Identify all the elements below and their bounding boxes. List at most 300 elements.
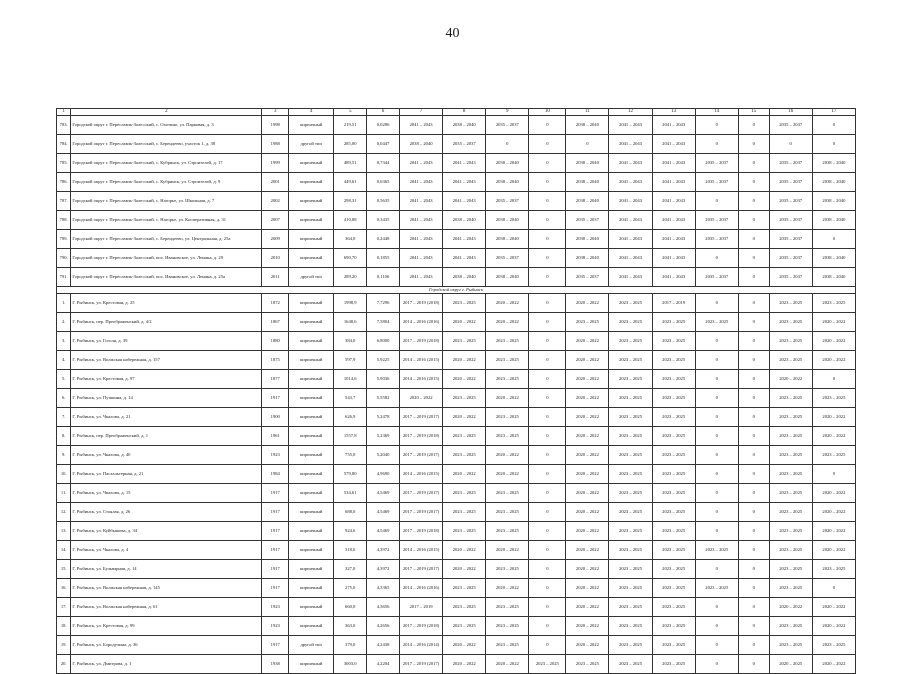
table-cell: 2023 – 2025 <box>609 655 652 674</box>
table-cell: 0 <box>738 268 769 287</box>
header-cell: 5 <box>334 109 367 116</box>
table-cell: 0 <box>529 211 566 230</box>
table-cell: 4,9690 <box>367 465 400 484</box>
table-cell: 787. <box>57 192 71 211</box>
table-cell: 2035 – 2037 <box>486 116 529 135</box>
address-cell: Г. Рыбинск, ул. Чкалова, д. 4 <box>71 541 262 560</box>
table-cell: 2023 – 2025 <box>652 560 695 579</box>
table-cell: 2023 – 2025 <box>769 484 812 503</box>
table-cell: 788. <box>57 211 71 230</box>
table-cell: 2041 – 2043 <box>443 154 486 173</box>
table-cell: 2023 – 2025 <box>652 465 695 484</box>
table-cell: 0 <box>529 116 566 135</box>
table-cell: 2041 – 2043 <box>399 192 442 211</box>
table-cell: 2020 – 2022 <box>812 617 855 636</box>
table-cell: 2020 – 2022 <box>566 389 609 408</box>
table-cell: 0,1106 <box>367 268 400 287</box>
table-cell: 2020 – 2022 <box>486 579 529 598</box>
table-cell: 755,0 <box>334 446 367 465</box>
address-cell: Городской округ г. Переславль-Залесский, с. Берендеево, ул. Центральная, д. 25a <box>71 230 262 249</box>
table-cell: 2023 – 2025 <box>769 465 812 484</box>
table-cell: 2020 – 2022 <box>486 541 529 560</box>
table-cell: 327,0 <box>334 560 367 579</box>
table-cell: 2035 – 2037 <box>695 230 738 249</box>
table-cell: 0 <box>695 598 738 617</box>
table-cell: 0 <box>812 465 855 484</box>
table-cell: 14. <box>57 541 71 560</box>
header-cell: 16 <box>769 109 812 116</box>
table-cell: 9. <box>57 446 71 465</box>
table-cell: 0,2448 <box>367 230 400 249</box>
table-cell: 2023 – 2025 <box>486 598 529 617</box>
table-cell: 2023 – 2025 <box>486 427 529 446</box>
table-cell: 1917 <box>262 541 289 560</box>
table-cell: 1917 <box>262 389 289 408</box>
table-cell: 2023 – 2025 <box>769 522 812 541</box>
table-cell: 0 <box>529 370 566 389</box>
header-cell: 13 <box>652 109 695 116</box>
table-cell: кирпичный <box>289 389 334 408</box>
table-cell: 2014 – 2016 (2015) <box>399 465 442 484</box>
table-cell: 2020 – 2022 <box>486 389 529 408</box>
table-cell: 2023 – 2025 <box>609 541 652 560</box>
table-cell: 2041 – 2043 <box>399 154 442 173</box>
table-row <box>57 579 856 598</box>
table-cell: кирпичный <box>289 522 334 541</box>
table-cell: 7,7296 <box>367 294 400 313</box>
table-cell: 2041 – 2043 <box>609 249 652 268</box>
table-cell: 0 <box>695 503 738 522</box>
table-cell: 2041 – 2043 <box>609 268 652 287</box>
header-cell: 15 <box>738 109 769 116</box>
table-cell: 5,2369 <box>367 427 400 446</box>
table-cell: 0 <box>738 541 769 560</box>
table-cell: 0 <box>738 522 769 541</box>
table-cell: 2023 – 2025 <box>529 655 566 674</box>
table-cell: 924,6 <box>334 522 367 541</box>
table-cell: 1923 <box>262 446 289 465</box>
address-cell: Городской округ г. Переславль-Залесский, с. Нагорье, ул. Школьная, д. 7 <box>71 192 262 211</box>
table-cell: 2020 – 2022 <box>443 560 486 579</box>
table-cell: 0 <box>812 116 855 135</box>
table-cell: 2020 – 2022 <box>566 351 609 370</box>
table-cell: 2038 – 2040 <box>443 211 486 230</box>
table-cell: 534,61 <box>334 484 367 503</box>
table-cell: 2023 – 2025 <box>609 598 652 617</box>
table-cell: 8. <box>57 427 71 446</box>
table-cell: 2038 – 2040 <box>812 211 855 230</box>
table-cell: 2020 – 2022 <box>443 408 486 427</box>
table-cell: другой тип <box>289 636 334 655</box>
header-cell: 7 <box>399 109 442 116</box>
table-cell: кирпичный <box>289 192 334 211</box>
table-cell: 1557,8 <box>334 427 367 446</box>
table-cell: 2023 – 2025 <box>769 427 812 446</box>
header-cell: 8 <box>443 109 486 116</box>
table-cell: 2023 – 2025 <box>443 389 486 408</box>
table-cell: 0 <box>529 617 566 636</box>
table-cell: 4,2204 <box>367 655 400 674</box>
table-cell: 4,2656 <box>367 617 400 636</box>
table-cell: 4,3365 <box>367 579 400 598</box>
table-cell: 0,0286 <box>367 116 400 135</box>
table-cell: 2035 – 2037 <box>769 192 812 211</box>
table-cell: 5. <box>57 370 71 389</box>
table-cell: 2038 – 2040 <box>443 268 486 287</box>
table-cell: 2020 – 2022 <box>566 560 609 579</box>
table-cell: 1648,6 <box>334 313 367 332</box>
table-cell: 0,0447 <box>367 135 400 154</box>
address-cell: Г. Рыбинск, ул. Гоголя, д. 39 <box>71 332 262 351</box>
table-cell: 2020 – 2022 <box>566 598 609 617</box>
table-cell: кирпичный <box>289 503 334 522</box>
address-cell: Г. Рыбинск, пер. Преображенский, д. 1 <box>71 427 262 446</box>
table-cell: 2020 – 2022 <box>486 465 529 484</box>
table-cell: 0 <box>529 541 566 560</box>
table-cell: 783. <box>57 116 71 135</box>
repair-schedule-table <box>56 108 856 674</box>
table-cell: 17. <box>57 598 71 617</box>
table-cell: 4,5469 <box>367 522 400 541</box>
table-cell: 0,6365 <box>367 173 400 192</box>
table-cell: 2038 – 2040 <box>812 173 855 192</box>
table-row <box>57 370 856 389</box>
table-cell: 5,2478 <box>367 408 400 427</box>
table-cell: 1988 <box>262 135 289 154</box>
table-row <box>57 446 856 465</box>
table-cell: 6,8000 <box>367 332 400 351</box>
table-row <box>57 598 856 617</box>
table-cell: 0 <box>738 579 769 598</box>
table-cell: 2038 – 2040 <box>443 116 486 135</box>
table-cell: 0 <box>695 135 738 154</box>
table-cell: 384,0 <box>334 332 367 351</box>
table-cell: 2023 – 2025 <box>486 332 529 351</box>
table-cell: 2041 – 2043 <box>443 249 486 268</box>
table-row <box>57 465 856 484</box>
table-cell: 626,9 <box>334 408 367 427</box>
table-cell: 2035 – 2037 <box>769 154 812 173</box>
table-cell: 2023 – 2025 <box>769 313 812 332</box>
table-cell: 2023 – 2025 <box>812 636 855 655</box>
page-number: 40 <box>445 26 460 41</box>
table-cell: 2020 – 2022 <box>812 408 855 427</box>
table-cell: 363,0 <box>334 617 367 636</box>
table-cell: 2020 – 2022 <box>443 370 486 389</box>
table-cell: 2020 – 2022 <box>812 351 855 370</box>
table-cell: 0 <box>695 484 738 503</box>
table-cell: 364,0 <box>334 230 367 249</box>
table-cell: 2017 – 2019 (2018) <box>399 427 442 446</box>
table-cell: 0 <box>695 294 738 313</box>
table-cell: 2038 – 2040 <box>486 268 529 287</box>
table-cell: кирпичный <box>289 211 334 230</box>
table-cell: 2035 – 2037 <box>695 154 738 173</box>
table-cell: 1917 <box>262 636 289 655</box>
table-body <box>57 109 856 674</box>
table-cell: 0 <box>529 230 566 249</box>
table-cell: 0 <box>738 465 769 484</box>
section-header: Городской округ г. Рыбинск <box>57 287 856 294</box>
table-row <box>57 135 856 154</box>
table-cell: 2020 – 2022 <box>812 332 855 351</box>
table-cell: 3. <box>57 332 71 351</box>
table-cell: 2017 – 2019 (2017) <box>399 503 442 522</box>
table-cell: 0 <box>529 503 566 522</box>
table-cell: 2023 – 2025 <box>652 522 695 541</box>
table-cell: кирпичный <box>289 116 334 135</box>
table-row <box>57 116 856 135</box>
table-cell: 0 <box>738 408 769 427</box>
table-cell: 2017 – 2019 (2017) <box>399 484 442 503</box>
table-cell: 2023 – 2025 <box>443 617 486 636</box>
table-cell: кирпичный <box>289 598 334 617</box>
header-cell: 1 <box>57 109 71 116</box>
table-cell: 2023 – 2025 <box>486 560 529 579</box>
table-cell: кирпичный <box>289 351 334 370</box>
table-cell: 2023 – 2025 <box>769 446 812 465</box>
table-cell: другой тип <box>289 135 334 154</box>
table-cell: 2041 – 2043 <box>609 173 652 192</box>
table-cell: кирпичный <box>289 370 334 389</box>
table-cell: 2035 – 2037 <box>486 192 529 211</box>
address-cell: Г. Рыбинск, ул. Крестовая, д. 99 <box>71 617 262 636</box>
table-cell: 0 <box>529 192 566 211</box>
table-cell: 2023 – 2025 <box>652 351 695 370</box>
table-row <box>57 408 856 427</box>
table-cell: 2023 – 2025 <box>769 503 812 522</box>
table-cell: 2038 – 2040 <box>812 192 855 211</box>
table-row <box>57 268 856 287</box>
table-cell: 0 <box>738 655 769 674</box>
table-cell: 1938 <box>262 655 289 674</box>
table-cell: 2014 – 2016 (2015) <box>399 541 442 560</box>
table-cell: кирпичный <box>289 313 334 332</box>
table-cell: 2035 – 2037 <box>769 211 812 230</box>
table-cell: 0 <box>695 427 738 446</box>
table-cell: 0 <box>812 230 855 249</box>
table-cell: 0 <box>529 332 566 351</box>
address-cell: Г. Рыбинск, ул. Чкалова, д. 40 <box>71 446 262 465</box>
table-cell: 20. <box>57 655 71 674</box>
table-cell: 2020 – 2022 <box>812 503 855 522</box>
table-cell: кирпичный <box>289 446 334 465</box>
table-cell: 2023 – 2025 <box>652 484 695 503</box>
table-cell: 0 <box>738 135 769 154</box>
table-cell: 0 <box>529 560 566 579</box>
table-cell: 7,5804 <box>367 313 400 332</box>
table-cell: 2023 – 2025 <box>769 579 812 598</box>
table-cell: 2023 – 2025 <box>812 389 855 408</box>
table-cell: 2023 – 2025 <box>769 294 812 313</box>
table-cell: 1014,6 <box>334 370 367 389</box>
table-row <box>57 484 856 503</box>
table-cell: 2020 – 2022 <box>566 332 609 351</box>
table-cell: 2020 – 2022 <box>812 655 855 674</box>
table-cell: 0 <box>529 408 566 427</box>
table-cell: 2038 – 2040 <box>566 192 609 211</box>
table-cell: 2023 – 2025 <box>486 408 529 427</box>
table-cell: 2023 – 2025 <box>695 313 738 332</box>
table-cell: 4,5469 <box>367 503 400 522</box>
table-cell: 1880 <box>262 332 289 351</box>
table-cell: 0 <box>738 192 769 211</box>
address-cell: Г. Рыбинск, ул. Волжская набережная, д. 157 <box>71 351 262 370</box>
table-cell: 2041 – 2043 <box>652 154 695 173</box>
table-cell: 0 <box>695 655 738 674</box>
table-cell: 0 <box>812 370 855 389</box>
table-cell: 0 <box>695 351 738 370</box>
table-row <box>57 522 856 541</box>
table-cell: 1999 <box>262 154 289 173</box>
table-row <box>57 617 856 636</box>
table-cell: 2041 – 2043 <box>652 116 695 135</box>
table-cell: 1875 <box>262 351 289 370</box>
table-cell: 2038 – 2040 <box>566 173 609 192</box>
table-cell: 2038 – 2040 <box>812 154 855 173</box>
table-cell: 1917 <box>262 503 289 522</box>
table-cell: 2023 – 2025 <box>652 427 695 446</box>
table-cell: 2023 – 2025 <box>695 541 738 560</box>
table-cell: 2023 – 2025 <box>609 408 652 427</box>
address-cell: Г. Рыбинск, ул. Стоялая, д. 26 <box>71 503 262 522</box>
table-cell: 2035 – 2037 <box>695 173 738 192</box>
table-cell: 2023 – 2025 <box>609 313 652 332</box>
table-cell: 0 <box>695 408 738 427</box>
table-cell: 789. <box>57 230 71 249</box>
header-cell: 9 <box>486 109 529 116</box>
table-cell: 219,51 <box>334 116 367 135</box>
table-cell: 2038 – 2040 <box>812 249 855 268</box>
address-cell: Г. Рыбинск, ул. Крестовая, д. 25 <box>71 294 262 313</box>
address-cell: Городской округ г. Переславль-Залесский, с. Кубринск, ул. Строителей, д. 9 <box>71 173 262 192</box>
table-cell: 2023 – 2025 <box>486 503 529 522</box>
table-cell: 1867 <box>262 313 289 332</box>
table-cell: 2035 – 2037 <box>769 230 812 249</box>
table-row <box>57 503 856 522</box>
table-cell: 2020 – 2022 <box>769 598 812 617</box>
table-cell: 2035 – 2037 <box>695 211 738 230</box>
table-cell: 0 <box>738 116 769 135</box>
table-cell: 0,3435 <box>367 211 400 230</box>
table-row <box>57 249 856 268</box>
table-cell: 0 <box>529 268 566 287</box>
table-cell: 2023 – 2025 <box>443 484 486 503</box>
table-cell: 7. <box>57 408 71 427</box>
table-cell: 2020 – 2022 <box>443 351 486 370</box>
table-cell: 2014 – 2016 (2014) <box>399 636 442 655</box>
address-cell: Г. Рыбинск, ул. Чкалова, д. 21 <box>71 408 262 427</box>
table-cell: 2038 – 2040 <box>812 268 855 287</box>
table-cell: 2023 – 2025 <box>609 560 652 579</box>
table-cell: 543,7 <box>334 389 367 408</box>
table-cell: 0 <box>486 135 529 154</box>
table-cell: 13. <box>57 522 71 541</box>
header-cell: 17 <box>812 109 855 116</box>
table-cell: 0 <box>529 446 566 465</box>
table-cell: 2041 – 2043 <box>609 230 652 249</box>
table-cell: 298,31 <box>334 192 367 211</box>
table-cell: 0 <box>695 370 738 389</box>
table-cell: 2023 – 2025 <box>609 503 652 522</box>
table-cell: 1872 <box>262 294 289 313</box>
table-cell: 2010 <box>262 249 289 268</box>
header-cell: 11 <box>566 109 609 116</box>
table-row <box>57 211 856 230</box>
table-row <box>57 332 856 351</box>
table-cell: 2023 – 2025 <box>769 560 812 579</box>
table-cell: 2023 – 2025 <box>652 370 695 389</box>
table-cell: 5,9036 <box>367 370 400 389</box>
table-cell: 0 <box>738 313 769 332</box>
table-cell: 2041 – 2043 <box>399 230 442 249</box>
table-cell: 2023 – 2025 <box>652 446 695 465</box>
table-cell: 2020 – 2025 <box>769 655 812 674</box>
table-header-row <box>57 109 856 116</box>
table-cell: кирпичный <box>289 484 334 503</box>
table-cell: другой тип <box>289 268 334 287</box>
table-cell: 0 <box>695 560 738 579</box>
table-cell: 0 <box>738 230 769 249</box>
table-cell: 2023 – 2025 <box>609 636 652 655</box>
table-cell: 5,5582 <box>367 389 400 408</box>
table-cell: 2041 – 2043 <box>399 116 442 135</box>
table-cell: 2017 – 2019 (2018) <box>399 522 442 541</box>
table-cell: 784. <box>57 135 71 154</box>
table-cell: 1900 <box>262 408 289 427</box>
table-cell: 2023 – 2025 <box>609 351 652 370</box>
table-cell: 1923 <box>262 617 289 636</box>
table-cell: кирпичный <box>289 230 334 249</box>
table-cell: 2020 – 2022 <box>566 636 609 655</box>
table-cell: 2041 – 2043 <box>609 192 652 211</box>
table-row <box>57 173 856 192</box>
table-cell: 2023 – 2025 <box>566 313 609 332</box>
table-cell: 2041 – 2043 <box>652 249 695 268</box>
table-cell: 0 <box>529 313 566 332</box>
table-cell: 2023 – 2025 <box>486 522 529 541</box>
table-cell: кирпичный <box>289 173 334 192</box>
table-cell: 2035 – 2037 <box>769 249 812 268</box>
table-cell: 2017 – 2019 (2017) <box>399 408 442 427</box>
table-cell: 0 <box>695 617 738 636</box>
table-cell: кирпичный <box>289 408 334 427</box>
table-cell: 2041 – 2043 <box>399 211 442 230</box>
table-cell: 2023 – 2025 <box>652 655 695 674</box>
header-cell: 12 <box>609 109 652 116</box>
table-cell: 0 <box>738 173 769 192</box>
table-cell: 3003,0 <box>334 655 367 674</box>
table-cell: 0 <box>738 211 769 230</box>
table-cell: 0,1855 <box>367 249 400 268</box>
table-cell: 2001 <box>262 173 289 192</box>
table-cell: 2020 – 2022 <box>566 408 609 427</box>
table-cell: 2020 – 2022 <box>486 294 529 313</box>
address-cell: Г. Рыбинск, ул. Куйбышева, д. 34 <box>71 522 262 541</box>
table-cell: 2020 – 2022 <box>486 446 529 465</box>
table-cell: 2041 – 2043 <box>609 135 652 154</box>
table-cell: 2023 – 2025 <box>443 579 486 598</box>
address-cell: Г. Рыбинск, ул. Крестовая, д. 97 <box>71 370 262 389</box>
table-cell: 318,0 <box>334 541 367 560</box>
table-cell: 2020 – 2022 <box>443 313 486 332</box>
table-cell: 5,2040 <box>367 446 400 465</box>
table-cell: 2020 – 2022 <box>566 484 609 503</box>
table-cell: 1961 <box>262 427 289 446</box>
address-cell: Г. Рыбинск, пер. Преображенский, д. 4/2 <box>71 313 262 332</box>
table-cell: 449,61 <box>334 173 367 192</box>
address-cell: Городской округ г. Переславль-Залесский, пос. Ивановское, ул. Ленина, д. 25a <box>71 268 262 287</box>
